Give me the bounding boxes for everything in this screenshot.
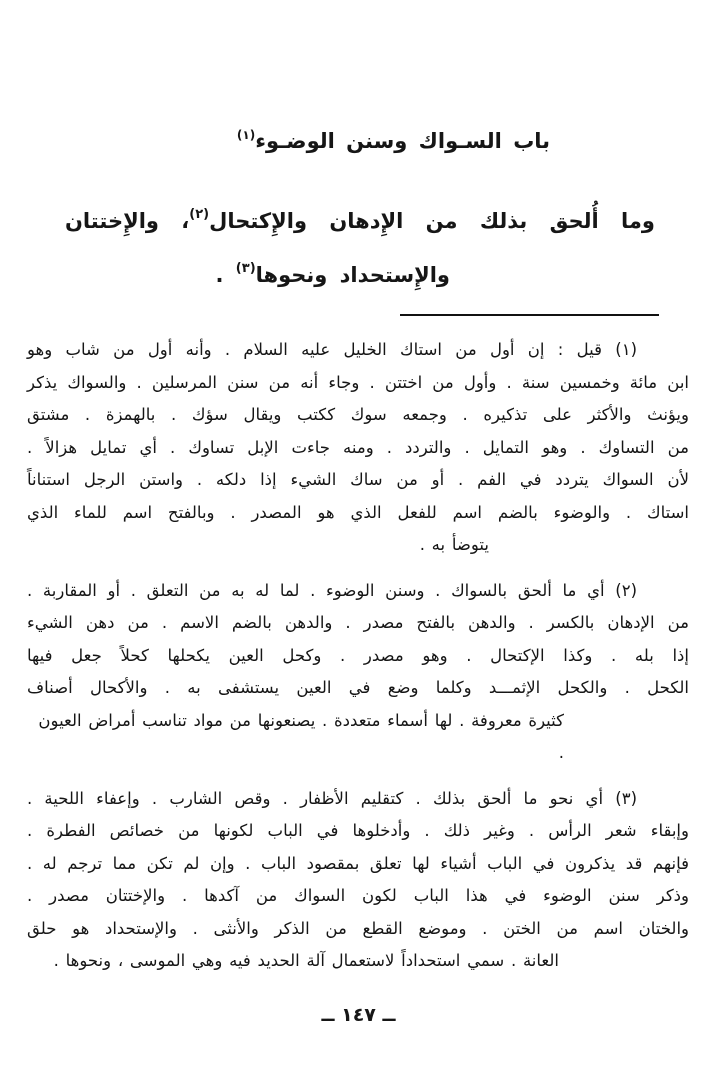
footnote-2: [27, 575, 689, 770]
matn-line-1-cont: ، والإِختتان: [65, 209, 190, 233]
matn-paragraph: [0, 191, 717, 299]
footnote-2-line: إذا بله . وكذا الإكتحال . وهو مصدر . وكحل العين يكحلها كحلاً جعل فيها: [27, 645, 689, 665]
footnote-3: [27, 783, 689, 978]
matn-line-2-text: والإِستحداد ونحوها: [255, 263, 450, 287]
footnote-ref-2: (٢): [189, 207, 210, 222]
footnote-1: [27, 334, 689, 562]
footnote-ref-3: (٣): [235, 261, 256, 276]
page-number: ــ ١٤٧ ــ: [321, 1003, 396, 1026]
matn-line-1: [65, 191, 655, 245]
footnote-1-line: ابن مائة وخمسين سنة . وأول من اختتن . وجاء أنه من سنن المرسلين . والسواك يذكر: [27, 372, 689, 392]
footnote-3-line: (٣) أي نحو ما ألحق بذلك . كتقليم الأظفار . وقص الشارب . وإعفاء اللحية .: [27, 788, 637, 808]
footnote-3-line: والختان اسم من الختن . وموضع القطع من الذكر والأنثى . والإستحداد هو حلق: [27, 918, 689, 938]
footnote-3-line: فإنهم قد يذكرون في الباب أشياء لها تعلق بمقصود الباب . وإن لم تكن مما ترجم له .: [27, 853, 689, 873]
footnote-ref-1: (١): [236, 128, 256, 142]
footnote-1-line: لأن السواك يتردد في الفم . أو من ساك الشيء إذا دلكه . واستن الرجل استناناً: [27, 470, 689, 489]
footnote-3-line: العانة . سمي استحداداً لاستعمال آلة الحديد فيه وهي الموسى ، ونحوها .: [53, 951, 559, 970]
footnote-2-line: (٢) أي ما ألحق بالسواك . وسنن الوضوء . لما له به من التعلق . أو المقاربة .: [27, 580, 637, 600]
footnote-2-line: من الإدهان بالكسر . والدهن بالفتح مصدر . والدهن بالضم الاسم . من دهن الشيء: [27, 613, 689, 632]
footnotes-block: [0, 334, 717, 978]
chapter-title: [35, 128, 717, 153]
matn-line-2: [65, 245, 655, 299]
footnote-3-line: وذكر سنن الوضوء في هذا الباب لكون السواك من آكدها . والإختتان مصدر .: [27, 886, 689, 905]
footnote-1-line: استاك . والوضوء بالضم اسم للفعل الذي هو المصدر . وبالفتح اسم للماء الذي: [27, 502, 689, 522]
footnote-3-line: وإبقاء شعر الرأس . وغير ذلك . وأدخلوها في الباب لكونها من خصائص الفطرة .: [27, 821, 689, 840]
matn-line-2-period: .: [215, 263, 236, 287]
matn-line-1-text: وما أُلحق بذلك من الإِدهان والإِكتحال: [209, 209, 655, 233]
footnote-1-line: ويؤنث والأكثر على تذكيره . وجمعه سوك ككتب ويقال سؤك . بالهمزة . مشتق: [27, 405, 689, 424]
footnote-separator: [400, 314, 659, 316]
footnote-1-line: (١) قيل : إن أول من استاك الخليل عليه السلام . وأنه أول من شاب وهو: [27, 340, 637, 359]
chapter-title-text: باب السـواك وسنن الوضـوء: [255, 129, 551, 153]
footnote-2-line: الكحل . والكحل الإثمـــد وكلما وضع في العين يستشفى به . والأكحال أصناف: [27, 678, 689, 697]
footnote-2-line: كثيرة معروفة . لها أسماء متعددة . يصنعونها من مواد تناسب أمراض العيون .: [38, 710, 564, 762]
footnote-1-line: من التساوك . وهو التمايل . والتردد . ومنه جاءت الإبل تساوك . أي تمايل هزالاً .: [27, 437, 689, 457]
footnote-1-line: يتوضأ به .: [419, 535, 489, 554]
